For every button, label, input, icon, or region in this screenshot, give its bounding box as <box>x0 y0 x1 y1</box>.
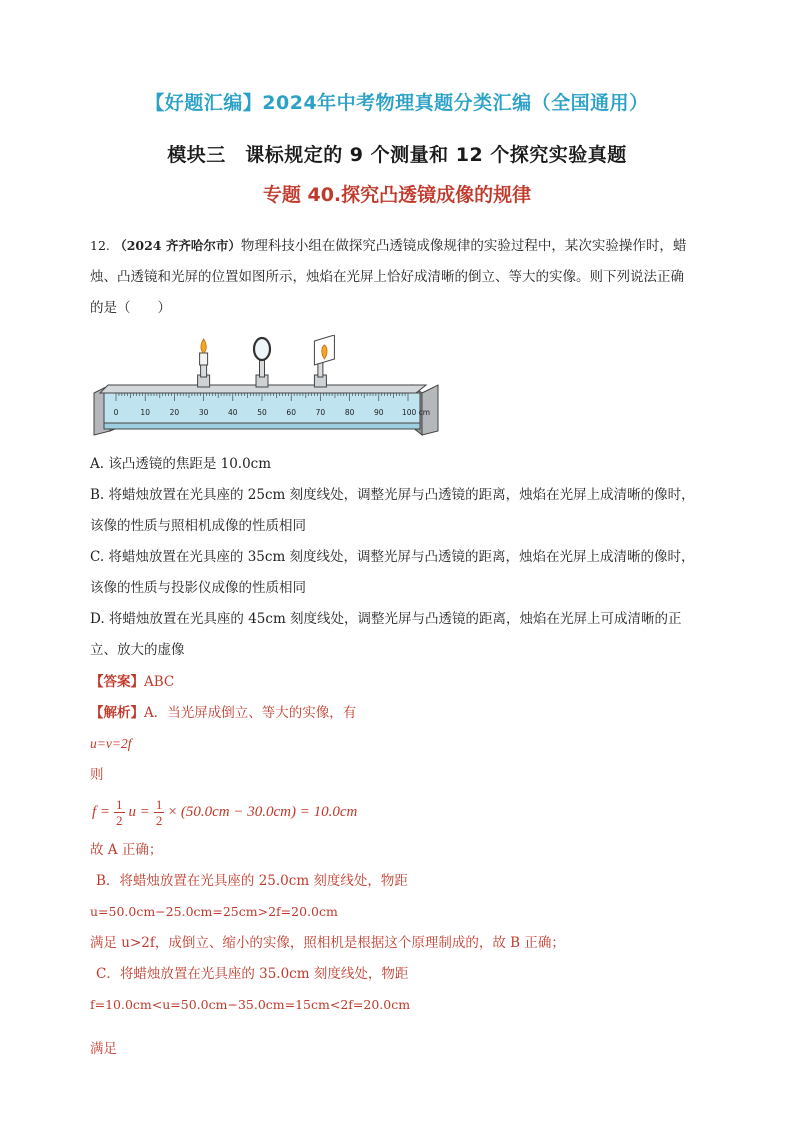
lens-icon <box>254 338 270 360</box>
option-c-line1: C. 将蜡烛放置在光具座的 35cm 刻度线处，调整光屏与凸透镜的距离，烛焰在光屏上成清晰的像时， <box>90 549 695 565</box>
ruler-label: 70 <box>315 408 326 417</box>
ruler-label: 80 <box>344 408 355 417</box>
option-a: A. 该凸透镜的焦距是 10.0cm <box>90 456 272 472</box>
candle <box>198 339 210 387</box>
question-stem-line2: 烛、凸透镜和光屏的位置如图所示，烛焰在光屏上恰好成清晰的倒立、等大的实像。则下列说法正确 <box>90 269 684 285</box>
question-stem-line3: 的是（ ） <box>90 300 171 316</box>
option-c-line2: 该像的性质与投影仪成像的性质相同 <box>90 580 306 596</box>
analysis-c-intro: C．将蜡烛放置在光具座的 35.0cm 刻度线处，物距 <box>96 966 409 982</box>
analysis-b-equation: u=50.0cm−25.0cm=25cm>2f=20.0cm <box>90 904 338 919</box>
analysis-b-intro: B．将蜡烛放置在光具座的 25.0cm 刻度线处，物距 <box>96 873 408 889</box>
light-screen <box>314 335 334 387</box>
ruler-label: 30 <box>198 408 209 417</box>
question-stem-line1: 12. （2024 齐齐哈尔市）物理科技小组在做探究凸透镜成像规律的实验过程中，某次实验操作时，蜡 <box>90 238 687 254</box>
analysis-eq1: u=v=2f <box>90 736 132 751</box>
ruler-label: 40 <box>228 408 238 417</box>
candle-flame-icon <box>201 339 206 353</box>
focal-length-formula: f = $\frac{1}{2}$ u = $\frac{1}{2}$ × (50.0cm − 30.0cm) = 10.0cm <box>92 796 358 828</box>
analysis-b-conclusion: 满足 u>2f，成倒立、缩小的实像，照相机是根据这个原理制成的，故 B 正确； <box>90 935 565 951</box>
optical-bench-figure <box>90 335 442 440</box>
ruler-label: 20 <box>169 408 180 417</box>
ruler-label: 90 <box>374 408 384 417</box>
analysis-intro: 【解析】A．当光屏成倒立、等大的实像，有 <box>90 705 357 721</box>
ruler-label: 50 <box>257 408 267 417</box>
analysis-then: 则 <box>90 767 104 783</box>
ruler-label: 0 <box>113 408 119 417</box>
analysis-a-correct: 故 A 正确； <box>90 842 163 858</box>
option-b-line2: 该像的性质与照相机成像的性质相同 <box>90 518 306 534</box>
option-d-line1: D. 将蜡烛放置在光具座的 45cm 刻度线处，调整光屏与凸透镜的距离，烛焰在光屏上可成清晰的正 <box>90 611 682 627</box>
fraction-half: $\frac{1}{2}$ <box>116 796 123 828</box>
ruler-label: 100 cm <box>401 408 431 417</box>
convex-lens <box>254 338 270 387</box>
analysis-c-equation: f=10.0cm<u=50.0cm−35.0cm=15cm<2f=20.0cm <box>90 997 411 1012</box>
answer-line <box>90 673 174 691</box>
document-title: 【好题汇编】2024年中考物理真题分类汇编（全国通用） <box>145 92 649 114</box>
analysis-c-tail: 满足 <box>90 1041 117 1057</box>
analysis-label: 【解析】 <box>90 705 144 721</box>
question-number: 12. <box>90 238 110 253</box>
topic-heading: 专题 40.探究凸透镜成像的规律 <box>262 184 532 206</box>
question-source: （2024 齐齐哈尔市） <box>114 238 241 253</box>
option-d-line2: 立、放大的虚像 <box>90 642 185 658</box>
ruler-label: 10 <box>140 408 150 417</box>
module-heading: 模块三 课标规定的 9 个测量和 12 个探究实验真题 <box>167 144 627 166</box>
answer-value: ABC <box>144 674 175 690</box>
ruler-label: 60 <box>286 408 296 417</box>
option-b-line1: B. 将蜡烛放置在光具座的 25cm 刻度线处，调整光屏与凸透镜的距离，烛焰在光屏上成清晰的像时， <box>90 487 695 503</box>
answer-label: 【答案】 <box>90 674 144 690</box>
fraction-half-2: $\frac{1}{2}$ <box>155 796 163 828</box>
